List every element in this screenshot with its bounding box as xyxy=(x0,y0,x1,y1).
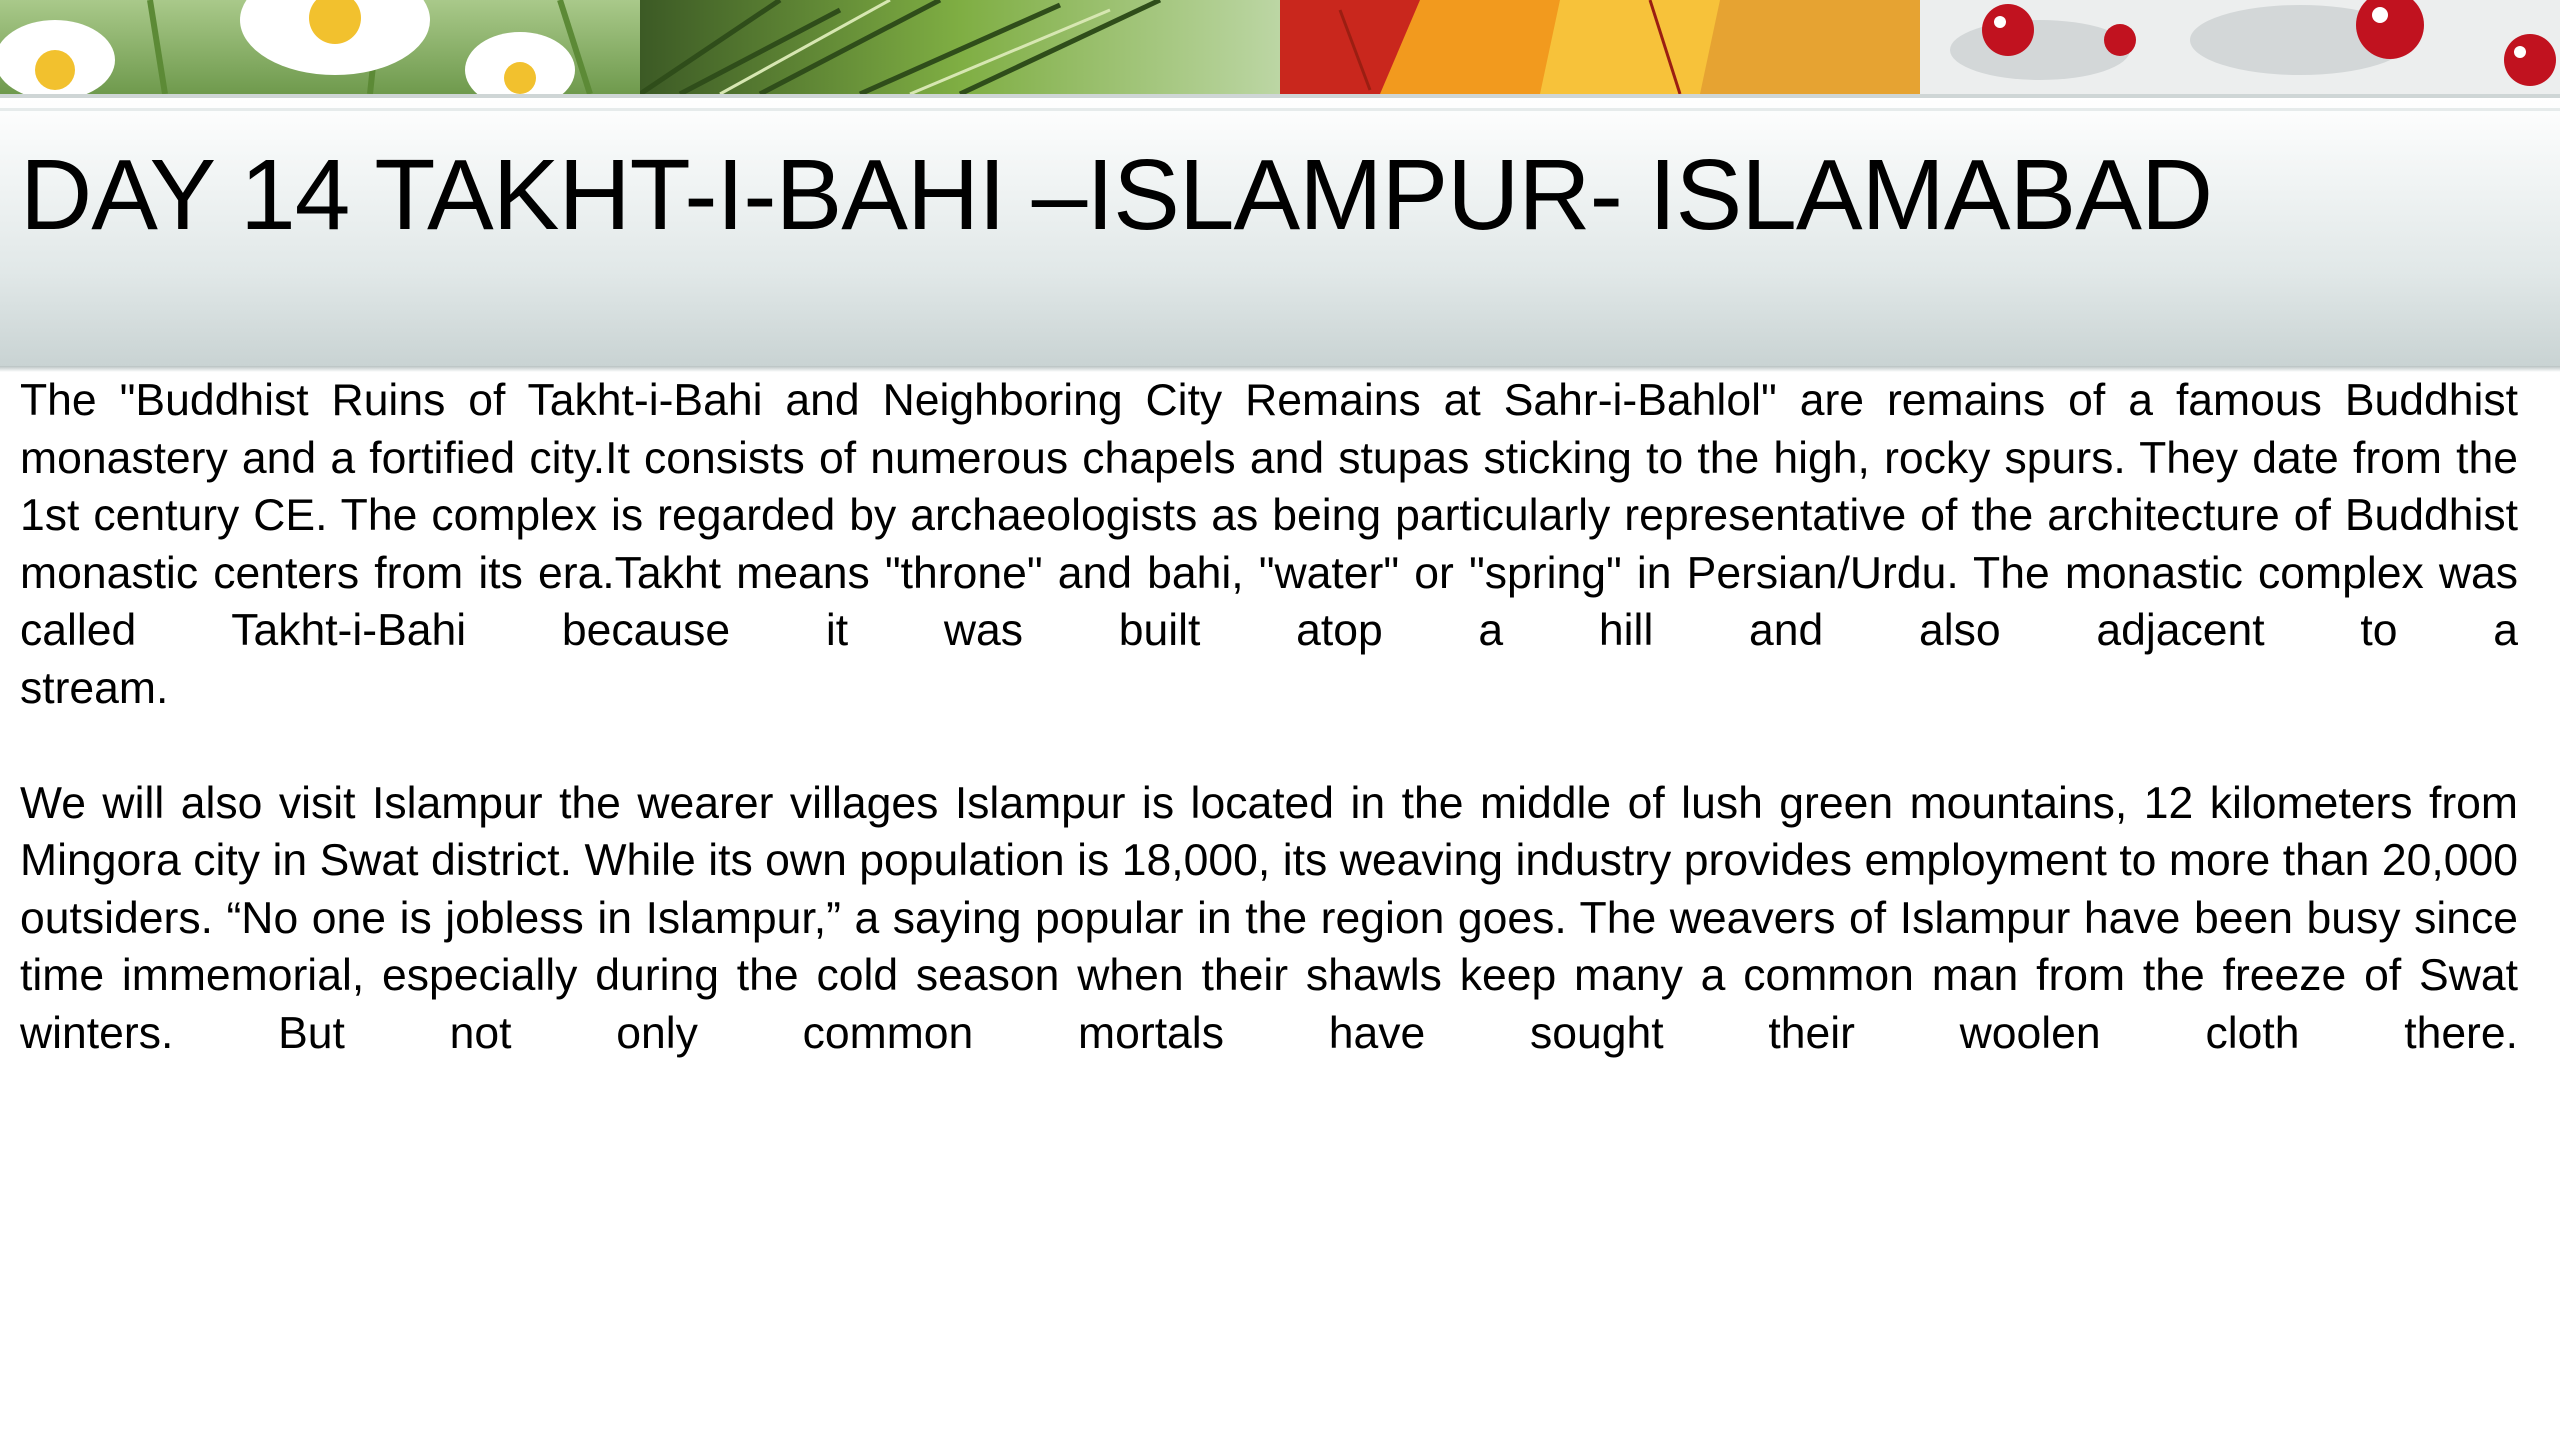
paragraph-spacer xyxy=(20,717,2518,775)
paragraph-takht-i-bahi: The "Buddhist Ruins of Takht-i-Bahi and Neighboring City Remains at Sahr-i-Bahlol" are remains of a famous Buddhist monastery and a fortified city.It consists of numerous chapels and stupas sticking to the high, rocky spurs. They date from the 1st century CE. The complex is regarded by archaeologists as being particularly representative of the architecture of Buddhist monastic centers from its era.Takht means "throne" and bahi, "water" or "spring" in Persian/Urdu. The monastic complex was called Takht-i-Bahi because it was built atop a hill and also adjacent to a xyxy=(20,376,2518,655)
autumn-leaves-image xyxy=(1280,0,1920,94)
paragraph-islampur: We will also visit Islampur the wearer villages Islampur is located in the middle of lush green mountains, 12 kilometers from Mingora city in Swat district. While its own population is 18,000, its weaving industry provides employment to more than 20,000 outsiders. “No one is jobless in Islampur,” a saying popular in the region goes. The weavers of Islampur have been busy since time immemorial, especially during the cold season when their shawls keep many a common man from the freeze of Swat winters. But not only common mortals have sought their woolen cloth there. xyxy=(20,778,2518,1058)
spring-daisies-image xyxy=(0,0,640,94)
seasonal-banner xyxy=(0,0,2560,94)
slide-title: DAY 14 TAKHT-I-BAHI –ISLAMPUR- ISLAMABAD xyxy=(20,139,2213,251)
summer-palm-image xyxy=(640,0,1280,94)
winter-berries-image xyxy=(1920,0,2560,94)
paragraph-takht-i-bahi-tail: stream. xyxy=(20,663,169,713)
slide-body xyxy=(20,372,2518,1062)
